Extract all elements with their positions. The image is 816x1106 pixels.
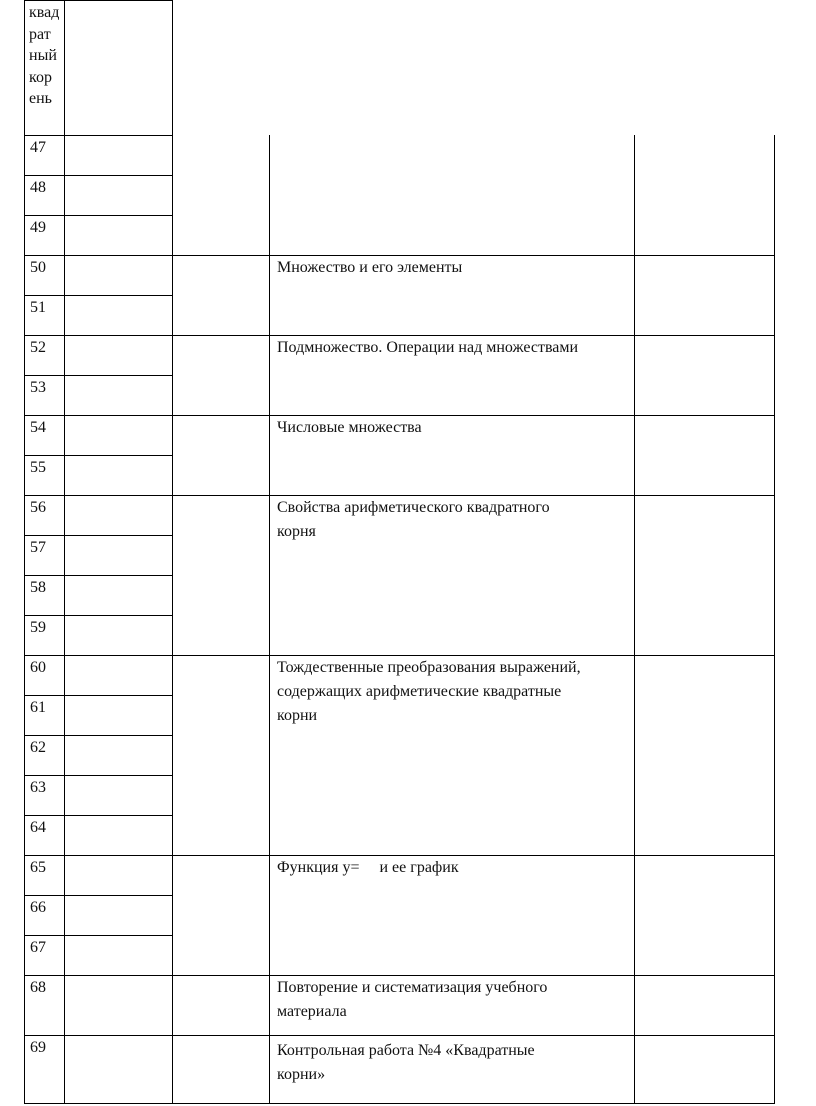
row-line	[24, 775, 172, 776]
lesson-number: 56	[30, 499, 46, 516]
column-line	[172, 0, 173, 1104]
lesson-number: 55	[30, 459, 46, 476]
lesson-number: 47	[30, 139, 46, 156]
row-line	[24, 535, 172, 536]
topic-cell	[277, 1039, 629, 1087]
header-line: кор	[29, 68, 52, 86]
topic-line: Свойства арифметического квадратного	[277, 499, 550, 516]
row-line	[24, 295, 172, 296]
row-line	[24, 615, 172, 616]
lesson-number: 62	[30, 739, 46, 756]
topic-cell	[277, 976, 629, 1024]
topic-line: корни»	[277, 1066, 326, 1083]
column-line	[634, 135, 635, 1104]
lesson-number: 63	[30, 779, 46, 796]
lesson-number: 54	[30, 419, 46, 436]
column-line	[64, 0, 65, 1104]
lesson-number: 64	[30, 819, 46, 836]
header-line: рат	[29, 25, 51, 43]
row-line	[24, 815, 172, 816]
topic-line: Функция y= и ее график	[277, 859, 459, 876]
topic-line: Контрольная работа №4 «Квадратные	[277, 1042, 535, 1059]
topic-cell	[277, 256, 629, 280]
row-line	[24, 575, 172, 576]
lesson-number: 66	[30, 899, 46, 916]
header-line: квад	[29, 4, 60, 21]
topic-line: Тождественные преобразования выражений,	[277, 659, 581, 676]
lesson-number: 58	[30, 579, 46, 596]
header-cell	[29, 2, 63, 110]
lesson-number: 59	[30, 619, 46, 636]
column-line	[24, 0, 25, 1104]
topic-line: Подмножество. Операции над множествами	[277, 339, 579, 356]
row-line	[24, 455, 172, 456]
topic-cell	[277, 496, 629, 544]
topic-line: Числовые множества	[277, 419, 422, 436]
lesson-number: 48	[30, 179, 46, 196]
topic-line: Множество и его элементы	[277, 259, 463, 276]
row-line	[24, 135, 172, 136]
lesson-number: 53	[30, 379, 46, 396]
lesson-number: 61	[30, 699, 46, 716]
row-line	[24, 215, 172, 216]
lesson-number: 68	[30, 979, 46, 996]
row-line	[24, 1035, 774, 1036]
lesson-number: 60	[30, 659, 46, 676]
row-line	[24, 895, 172, 896]
lesson-number: 51	[30, 299, 46, 316]
header-line: ень	[29, 90, 52, 107]
row-line	[24, 1103, 774, 1104]
header-line: ный	[29, 47, 57, 64]
topic-cell	[277, 336, 629, 360]
topic-cell	[277, 416, 629, 440]
topic-cell	[277, 856, 629, 880]
topic-line: содержащих арифметические квадратные	[277, 683, 562, 700]
lesson-number: 67	[30, 939, 46, 956]
row-line	[24, 375, 172, 376]
lesson-number: 69	[30, 1039, 46, 1056]
column-line	[774, 135, 775, 1104]
topic-line: корня	[277, 523, 316, 540]
row-line	[24, 735, 172, 736]
lesson-number: 50	[30, 259, 46, 276]
topic-cell	[277, 656, 629, 728]
row-line	[24, 0, 172, 1]
topic-line: корни	[277, 707, 318, 724]
row-line	[24, 935, 172, 936]
lesson-number: 65	[30, 859, 46, 876]
column-line	[269, 135, 270, 1104]
topic-line: Повторение и систематизация учебного	[277, 979, 548, 996]
row-line	[24, 175, 172, 176]
topic-line: материала	[277, 1003, 347, 1020]
row-line	[24, 695, 172, 696]
lesson-number: 49	[30, 219, 46, 236]
lesson-number: 52	[30, 339, 46, 356]
lesson-number: 57	[30, 539, 46, 556]
